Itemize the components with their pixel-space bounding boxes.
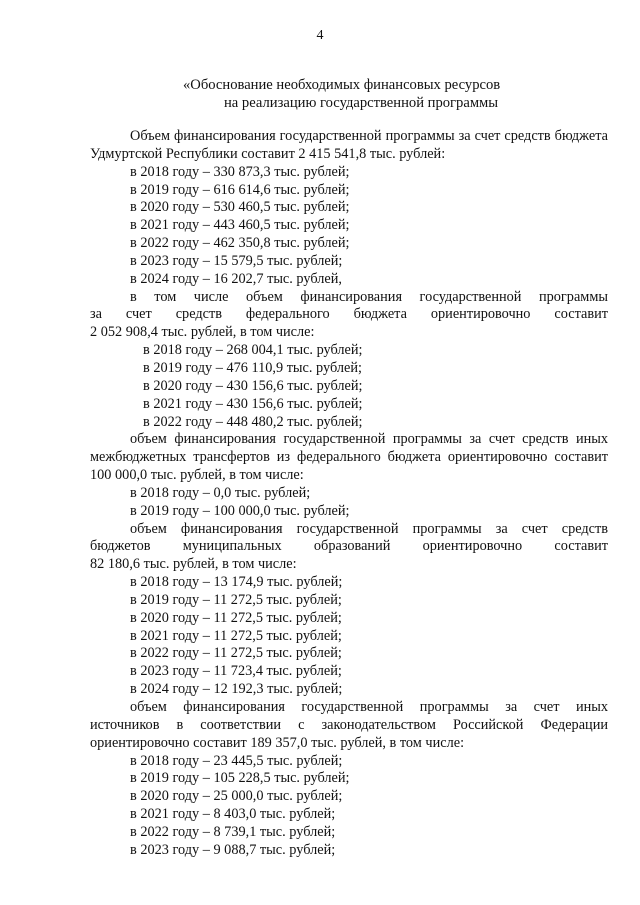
page-number: 4 <box>316 28 324 43</box>
year-line: в 2024 году – 12 192,3 тыс. рублей; <box>130 681 343 698</box>
year-line: в 2019 году – 105 228,5 тыс. рублей; <box>130 770 350 787</box>
municipal-funding-line-1: объем финансирования государственной программы за счет средств <box>130 520 608 537</box>
year-line: в 2019 году – 100 000,0 тыс. рублей; <box>130 502 350 519</box>
year-line: в 2022 году – 8 739,1 тыс. рублей; <box>130 823 336 840</box>
municipal-funding-line-2: бюджетов муниципальных образований ориентировочно составит <box>90 538 608 555</box>
year-line: в 2023 году – 11 723,4 тыс. рублей; <box>130 663 342 680</box>
document-body <box>90 128 608 860</box>
year-line: в 2021 году – 430 156,6 тыс. рублей; <box>143 395 363 412</box>
section-heading-line-1: «Обоснование необходимых финансовых ресурсов <box>183 77 501 93</box>
federal-funding-line-1: в том числе объем финансирования государственной программы <box>130 288 608 305</box>
year-line: в 2019 году – 476 110,9 тыс. рублей; <box>143 359 362 376</box>
interbudget-funding-paragraph: объем финансирования государственной программы за счет средств иных межбюджетных трансфертов из федерального бюджета ориентировочно составит 100 000,0 тыс. рублей, в том числе: <box>90 431 608 484</box>
year-line: в 2022 году – 448 480,2 тыс. рублей; <box>143 413 363 430</box>
other-funding-line-1: объем финансирования государственной программы за счет иных <box>130 699 608 715</box>
year-line: в 2020 году – 11 272,5 тыс. рублей; <box>130 609 342 626</box>
year-line: в 2018 году – 330 873,3 тыс. рублей; <box>130 163 350 180</box>
year-line: в 2021 году – 11 272,5 тыс. рублей; <box>130 627 342 644</box>
year-line: в 2022 году – 462 350,8 тыс. рублей; <box>130 235 350 252</box>
year-line: в 2019 году – 616 614,6 тыс. рублей; <box>130 181 350 198</box>
year-line: в 2018 году – 13 174,9 тыс. рублей; <box>130 574 343 591</box>
year-line: в 2020 году – 25 000,0 тыс. рублей; <box>130 788 343 805</box>
year-line: в 2022 году – 11 272,5 тыс. рублей; <box>130 645 342 662</box>
federal-funding-line-2: за счет средств федерального бюджета ориентировочно составит <box>90 306 608 323</box>
section-heading-line-2: на реализацию государственной программы <box>224 95 499 111</box>
year-line: в 2020 году – 530 460,5 тыс. рублей; <box>130 199 350 216</box>
year-line: в 2024 году – 16 202,7 тыс. рублей, <box>130 270 342 287</box>
year-line: в 2023 году – 15 579,5 тыс. рублей; <box>130 252 343 269</box>
other-funding-line-2: источников в соответствии с законодательством Российской Федерации <box>90 716 608 733</box>
year-line: в 2019 году – 11 272,5 тыс. рублей; <box>130 591 342 608</box>
year-line: в 2023 году – 9 088,7 тыс. рублей; <box>130 841 336 858</box>
total-funding-paragraph: Объем финансирования государственной программы за счет средств бюджета Удмуртской Республики составит 2 415 541,8 тыс. рублей: <box>90 128 608 162</box>
federal-funding-line-3: 2 052 908,4 тыс. рублей, в том числе: <box>90 324 315 341</box>
year-line: в 2020 году – 430 156,6 тыс. рублей; <box>143 377 363 394</box>
other-funding-line-3: ориентировочно составит 189 357,0 тыс. рублей, в том числе: <box>90 734 465 751</box>
year-line: в 2021 году – 8 403,0 тыс. рублей; <box>130 806 336 823</box>
year-line: в 2021 году – 443 460,5 тыс. рублей; <box>130 217 350 234</box>
year-line: в 2018 году – 0,0 тыс. рублей; <box>130 484 311 501</box>
municipal-funding-line-3: 82 180,6 тыс. рублей, в том числе: <box>90 556 297 573</box>
year-line: в 2018 году – 268 004,1 тыс. рублей; <box>143 342 363 359</box>
year-line: в 2018 году – 23 445,5 тыс. рублей; <box>130 752 343 769</box>
